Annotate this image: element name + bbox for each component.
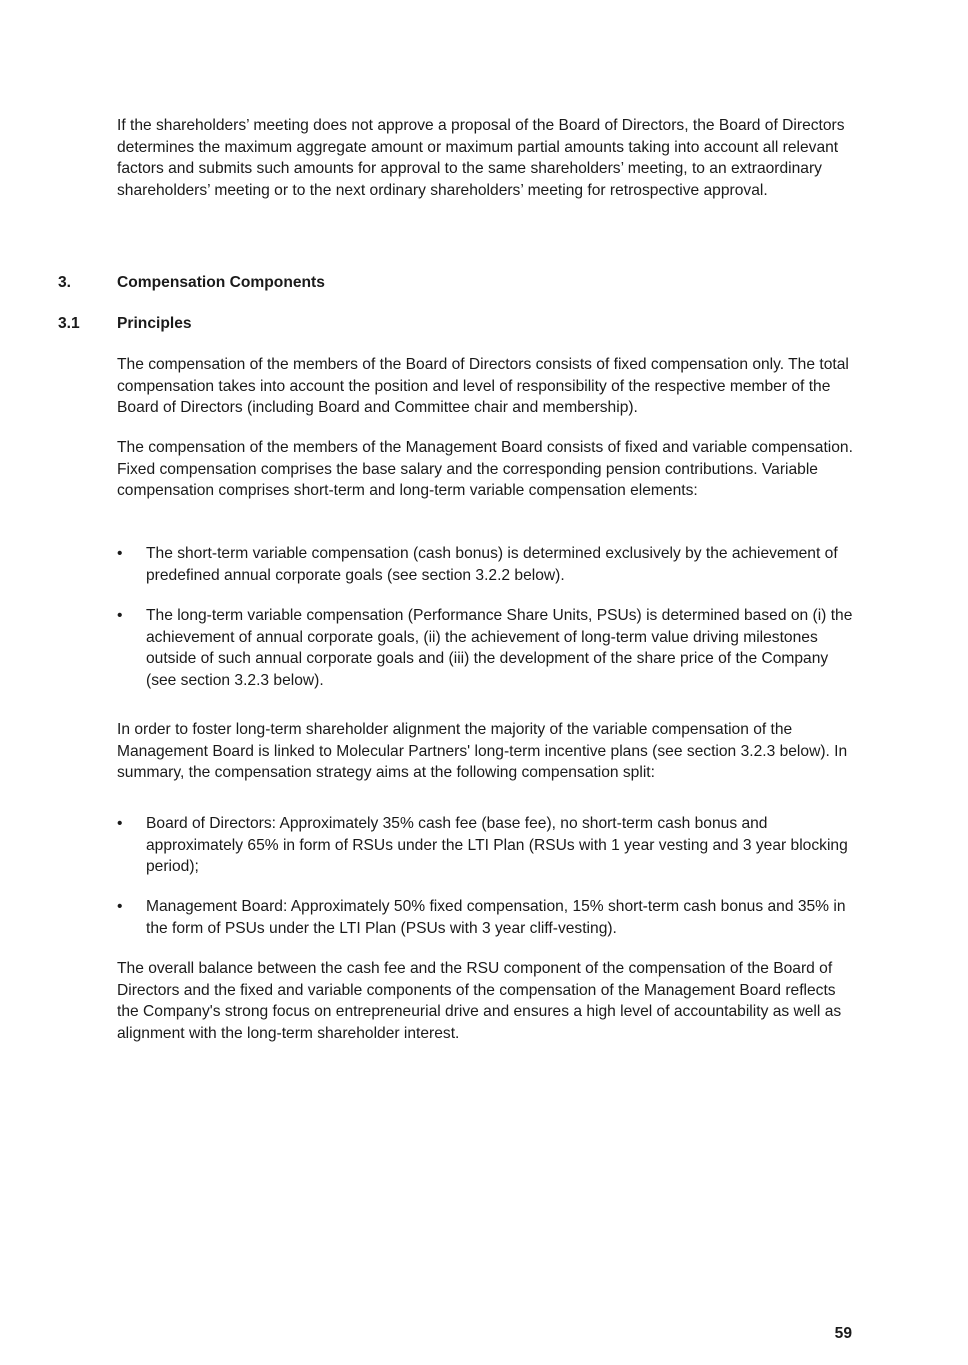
paragraph-board-compensation: The compensation of the members of the Board of Directors consists of fixed compensation only. The total compensation takes into account the position and level of responsibility of the respective member of the Board of Directors (including Board and Committee chair and membership). bbox=[117, 356, 849, 416]
subsection-title: Principles bbox=[117, 315, 192, 332]
bullet-icon: • bbox=[117, 545, 123, 562]
section-heading bbox=[58, 272, 325, 294]
bullet-icon: • bbox=[117, 607, 123, 624]
list-item bbox=[117, 813, 857, 878]
list-item bbox=[117, 605, 857, 691]
list-item-text: The long-term variable compensation (Performance Share Units, PSUs) is determined based on (i) the achievement of annual corporate goals, (ii) the achievement of long-term value driving milestones outside of such annual corporate goals and (iii) the development of the share price of the Company (see section 3.2.3 below). bbox=[146, 607, 853, 689]
list-item-text: Management Board: Approximately 50% fixed compensation, 15% short-term cash bonus and 35% in the form of PSUs under the LTI Plan (PSUs with 3 year cliff-vesting). bbox=[146, 898, 846, 937]
intro-paragraph: If the shareholders’ meeting does not approve a proposal of the Board of Directors, the Board of Directors determines the maximum aggregate amount or maximum partial amounts taking into account all relevant factors and submits such amounts for approval to the same shareholders’ meeting, to an extraordinary shareholders’ meeting or to the next ordinary shareholders’ meeting for retrospective approval. bbox=[117, 117, 845, 199]
section-number: 3. bbox=[58, 274, 72, 291]
bullet-icon: • bbox=[117, 898, 123, 915]
paragraph-overall-balance: The overall balance between the cash fee and the RSU component of the compensation of the Board of Directors and the fixed and variable components of the compensation of the Management Board reflects the Company's strong focus on entrepreneurial drive and ensures a high level of accountability as well as alignment with the long-term shareholder interest. bbox=[117, 960, 842, 1042]
subsection-number: 3.1 bbox=[58, 315, 80, 332]
bullet-icon: • bbox=[117, 815, 123, 832]
list-item bbox=[117, 543, 857, 586]
list-item-text: The short-term variable compensation (cash bonus) is determined exclusively by the achievement of predefined annual corporate goals (see section 3.2.2 below). bbox=[146, 545, 838, 584]
paragraph-management-compensation: The compensation of the members of the Management Board consists of fixed and variable compensation. Fixed compensation comprises the base salary and the corresponding pension contributions. Variable compensation comprises short-term and long-term variable compensation elements: bbox=[117, 439, 853, 499]
page-number: 59 bbox=[834, 1325, 852, 1342]
subsection-heading bbox=[58, 313, 192, 335]
list-item-text: Board of Directors: Approximately 35% cash fee (base fee), no short-term cash bonus and approximately 65% in form of RSUs under the LTI Plan (RSUs with 1 year vesting and 3 year blocking period); bbox=[146, 815, 848, 875]
paragraph-shareholder-alignment: In order to foster long-term shareholder alignment the majority of the variable compensation of the Management Board is linked to Molecular Partners' long-term incentive plans (see section 3.2.3 below). In summary, the compensation strategy aims at the following compensation split: bbox=[117, 721, 848, 781]
list-item bbox=[117, 896, 857, 939]
section-title: Compensation Components bbox=[117, 274, 325, 291]
